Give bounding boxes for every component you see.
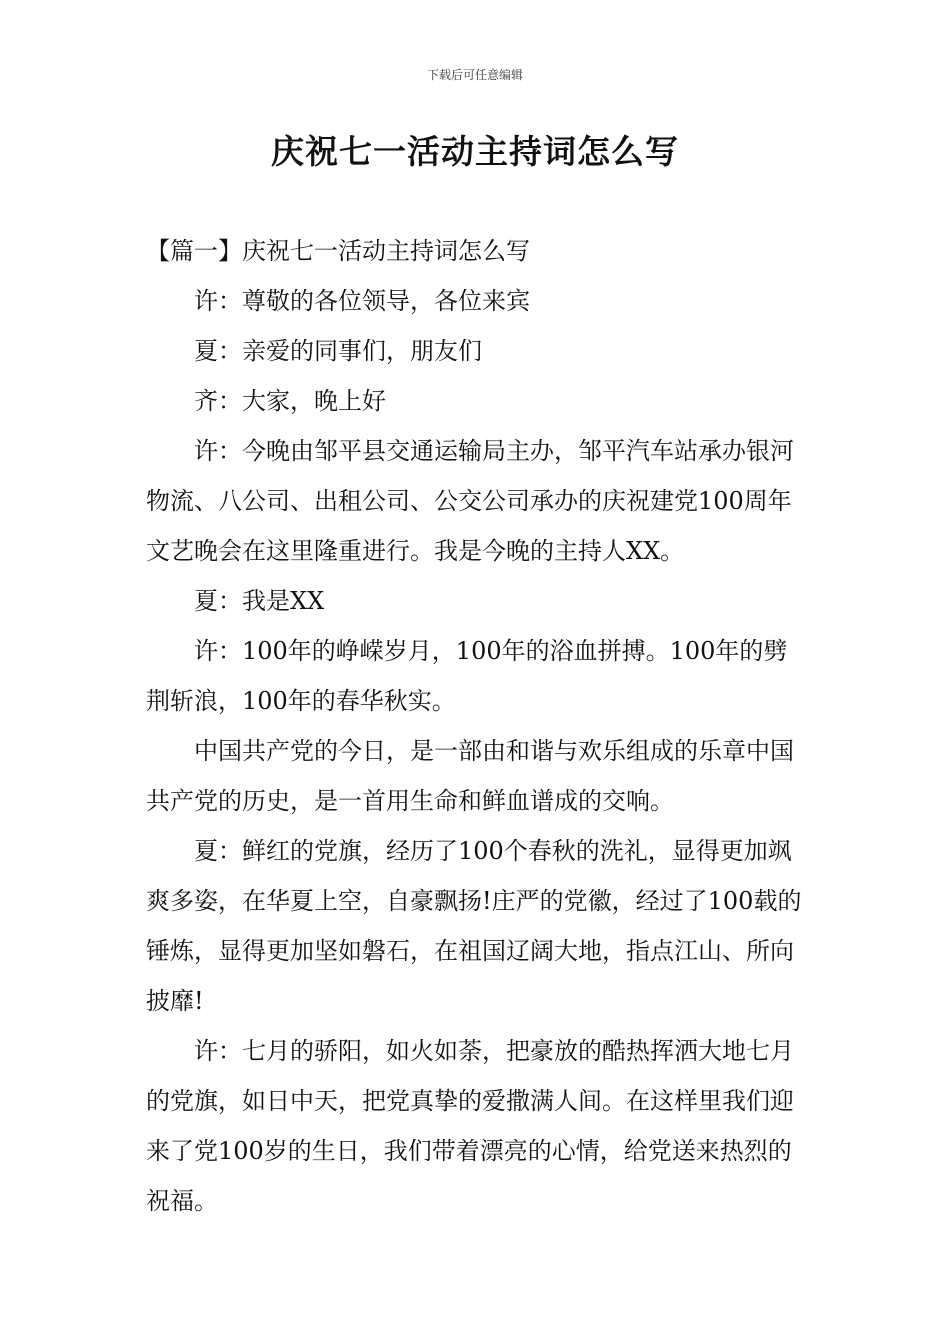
paragraph: 许：100年的峥嵘岁月，100年的浴血拼搏。100年的劈荆斩浪，100年的春华秋实。 (146, 637, 788, 715)
page-header-note: 下载后可任意编辑 (426, 68, 523, 82)
paragraph: 夏：亲爱的同事们，朋友们 (194, 337, 482, 365)
document-body (146, 226, 810, 1226)
document-title: 庆祝七一活动主持词怎么写 (271, 132, 679, 171)
paragraph: 齐：大家，晚上好 (194, 387, 386, 415)
paragraph: 夏：我是XX (194, 587, 325, 615)
paragraph: 许：尊敬的各位领导，各位来宾 (194, 287, 530, 315)
paragraph: 许：七月的骄阳，如火如荼，把豪放的酷热挥洒大地七月的党旗，如日中天，把党真挚的爱撒满人间。在这样里我们迎来了党100岁的生日，我们带着漂亮的心情，给党送来热烈的祝福。 (146, 1037, 794, 1215)
paragraph: 许：今晚由邹平县交通运输局主办，邹平汽车站承办银河物流、八公司、出租公司、公交公司承办的庆祝建党100周年文艺晚会在这里隆重进行。我是今晚的主持人XX。 (146, 437, 794, 565)
paragraph: 夏：鲜红的党旗，经历了100个春秋的洗礼，显得更加飒爽多姿，在华夏上空，自豪飘扬!庄严的党徽，经过了100载的锤炼，显得更加坚如磐石，在祖国辽阔大地，指点江山、所向披靡! (146, 837, 802, 1015)
section-heading: 【篇一】庆祝七一活动主持词怎么写 (146, 237, 530, 265)
paragraph: 中国共产党的今日，是一部由和谐与欢乐组成的乐章中国共产党的历史，是一首用生命和鲜血谱成的交响。 (146, 737, 794, 815)
